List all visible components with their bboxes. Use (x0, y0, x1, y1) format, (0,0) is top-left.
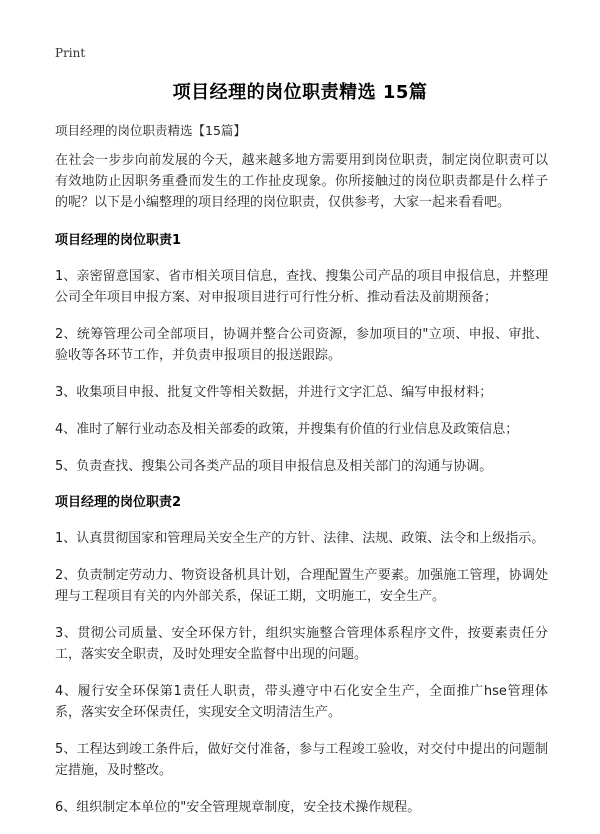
section-1 (55, 231, 548, 477)
section-heading: 项目经理的岗位职责2 (55, 495, 182, 510)
list-item: 3、收集项目申报、批复文件等相关数据，并进行文字汇总、编写申报材料； (55, 385, 493, 400)
list-item: 5、负责查找、搜集公司各类产品的项目申报信息及相关部门的沟通与协调。 (55, 459, 493, 474)
page-title: 项目经理的岗位职责精选 15篇 (172, 82, 428, 103)
list-item: 4、履行安全环保第1责任人职责，带头遵守中石化安全生产，全面推广hse管理体系，落实安全环保责任，实现安全文明清洁生产。 (55, 684, 548, 720)
list-item: 1、认真贯彻国家和管理局关安全生产的方针、法律、法规、政策、法令和上级指示。 (55, 531, 545, 546)
list-item: 2、负责制定劳动力、物资设备机具计划，合理配置生产要素。加强施工管理，协调处理与工程项目有关的内外部关系，保证工期，文明施工，安全生产。 (55, 568, 548, 604)
list-item: 4、准时了解行业动态及相关部委的政策，并搜集有价值的行业信息及政策信息； (55, 422, 519, 437)
list-item: 6、组织制定本单位的"安全管理规章制度，安全技术操作规程。 (55, 800, 421, 815)
intro-paragraph: 在社会一步步向前发展的今天，越来越多地方需要用到岗位职责，制定岗位职责可以有效地防止因职务重叠而发生的工作扯皮现象。你所接触过的岗位职责都是什么样子的呢？以下是小编整理的项目经理的岗位职责，仅供参考，大家一起来看看吧。 (55, 153, 548, 210)
list-item: 2、统筹管理公司全部项目，协调并整合公司资源，参加项目的"立项、申报、审批、验收等各环节工作，并负责申报项目的报送跟踪。 (55, 327, 548, 363)
section-2 (55, 493, 548, 818)
article-body (55, 150, 548, 834)
list-item: 1、亲密留意国家、省市相关项目信息，查找、搜集公司产品的项目申报信息，并整理公司全年项目申报方案、对申报项目进行可行性分析、推动看法及前期预备； (55, 269, 548, 305)
page-subtitle: 项目经理的岗位职责精选【15篇】 (55, 123, 246, 138)
list-item: 3、贯彻公司质量、安全环保方针，组织实施整合管理体系程序文件，按要素责任分工，落实安全职责，及时处理安全监督中出现的问题。 (55, 626, 548, 662)
list-item: 5、工程达到竣工条件后，做好交付准备，参与工程竣工验收，对交付中提出的问题制定措施，及时整改。 (55, 742, 548, 778)
section-heading: 项目经理的岗位职责1 (55, 233, 182, 248)
print-link[interactable]: Print (55, 46, 86, 60)
